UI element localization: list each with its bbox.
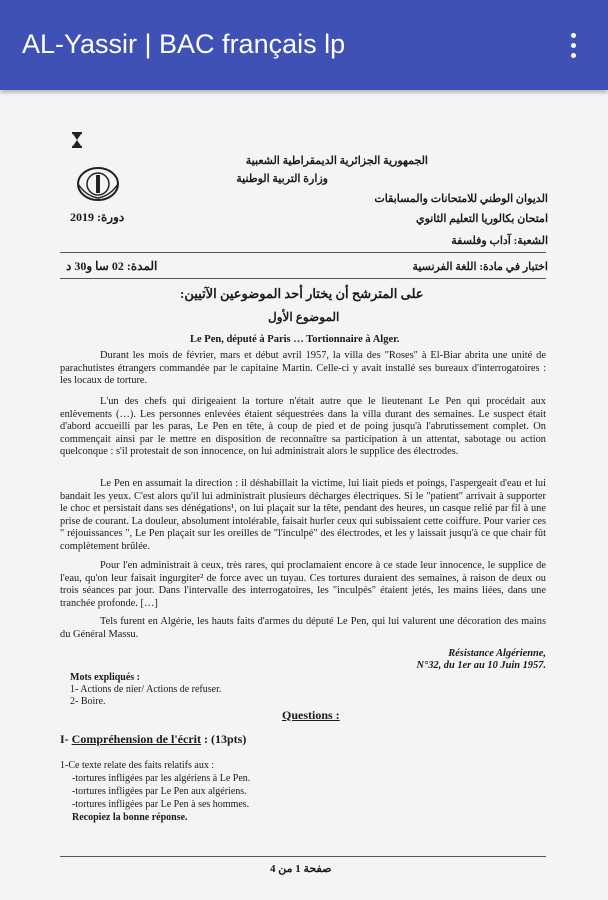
header-divider-bottom [60,278,546,279]
source-line-1: Résistance Algérienne, [448,648,546,659]
hourglass-icon [72,132,82,148]
ministry-line: وزارة التربية الوطنية [236,173,328,185]
section-title: Compréhension de l'écrit [71,732,201,746]
question-1-intro: 1-Ce texte relate des faits relatifs aux : [60,760,215,771]
footer-divider [60,856,546,857]
paragraph-5: Tels furent en Algérie, les hauts faits d'armes du député Le Pen, qui lui valurent une décoration des mains du Général Massu. [60,616,546,640]
question-1-option: -tortures infligées par Le Pen à ses hommes. [72,799,250,810]
exam-document[interactable] [0,92,608,900]
glossary-title: Mots expliqués : [70,672,140,683]
app-bar [0,0,608,90]
more-vert-icon[interactable] [556,26,590,64]
paragraph-1: Durant les mois de février, mars et début avril 1957, la villa des "Roses" à El-Biar abrita une unité de parachutistes étrangers commandée par le capitaine Martin. Celle-ci y avait installé ses bureaux d'interrogatoires : les locaux de torture. [60,350,546,387]
paragraph-4: Pour l'en administrait à ceux, très rares, qui proclamaient encore à ce stade leur innocence, le supplice de l'eau, qu'on leur faisait ingurgiter² de force avec un tuyau. Ces tortures duraient des semaines, à raison de deux ou trois séances par jour. Dans l'intervalle des interrogatoires, les "inculpés" étaient jetés, les mains liées, dans une tranchée profonde. […] [60,560,546,609]
republic-line: الجمهورية الجزائرية الديمقراطية الشعبية [245,155,428,167]
question-1-option: -tortures infligées par Le Pen aux algériens. [72,786,247,797]
section-points: : (13pts) [204,732,247,746]
glossary-item: 2- Boire. [70,696,106,707]
app-title: AL-Yassir | BAC français lp [22,29,346,59]
exam-name-line: امتحان بكالوريا التعليم الثانوي [415,213,548,225]
source-line-2: N°32, du 1er au 10 Juin 1957. [416,660,546,671]
paragraph-3: Le Pen en assumait la direction : il déshabillait la victime, lui liait pieds et poings, l'aspergeait d'eau et lui bandait les yeux. C'est alors qu'il lui administrait plusieurs décharges électriques. Si le "patient" arrivait à supporter le choc et persistait dans ses dénégations¹, on lui plaçait sur la tête, pendant des heures, un casque relié par fil à une prise de courant. La douleur, absolument intolérable, faisait hurler ceux qui subissaient cette coiffure. Pour varier ces " réjouissances ", Le Pen plaçait sur les oreilles de "l'inculpé" des électrodes, et les y laissait jusqu'à ce que chair fût complètement brûlée. [60,478,546,552]
page-number: صفحة 1 من 4 [270,863,332,875]
ministry-seal-icon [76,166,120,202]
instruction: على المترشح أن يختار أحد الموضوعين الآتيين: [180,286,424,301]
paragraph-2: L'un des chefs qui dirigeaient la torture n'était autre que le lieutenant Le Pen qui procédait aux enlèvements (…). Les personnes enlevées étaient séquestrées dans la villa durant des semaines. Le suspect était d'abord accueilli par les paras, Le Pen en tête, à coup de pied et de poing jusqu'à l'abrutissement complet. On commençait ainsi par le mettre en disposition de reconnaître sa participation à un attentat, sabotage ou action quelconque : s'il protestait de son innocence, on lui administrait alors le supplice des électrodes. [60,396,546,458]
duration-line: المدة: 02 سا و30 د [66,259,158,273]
section-heading [60,732,246,747]
question-1-option: -tortures infligées par les algériens à Le Pen. [72,773,251,784]
section-number: I- [60,732,69,746]
header-divider-top [60,252,546,253]
subject-line: اختبار في مادة: اللغة الفرنسية [412,261,548,273]
topic-title: الموضوع الأول [268,310,340,324]
questions-title: Questions : [282,708,340,722]
stream-line: الشعبة: آداب وفلسفة [451,235,548,247]
question-1-instruction: Recopiez la bonne réponse. [72,812,188,823]
text-title: Le Pen, député à Paris … Tortionnaire à Alger. [190,334,400,345]
session-line: دورة: 2019 [70,210,125,224]
office-line: الديوان الوطني للامتحانات والمسابقات [374,193,548,205]
glossary-item: 1- Actions de nier/ Actions de refuser. [70,684,222,695]
